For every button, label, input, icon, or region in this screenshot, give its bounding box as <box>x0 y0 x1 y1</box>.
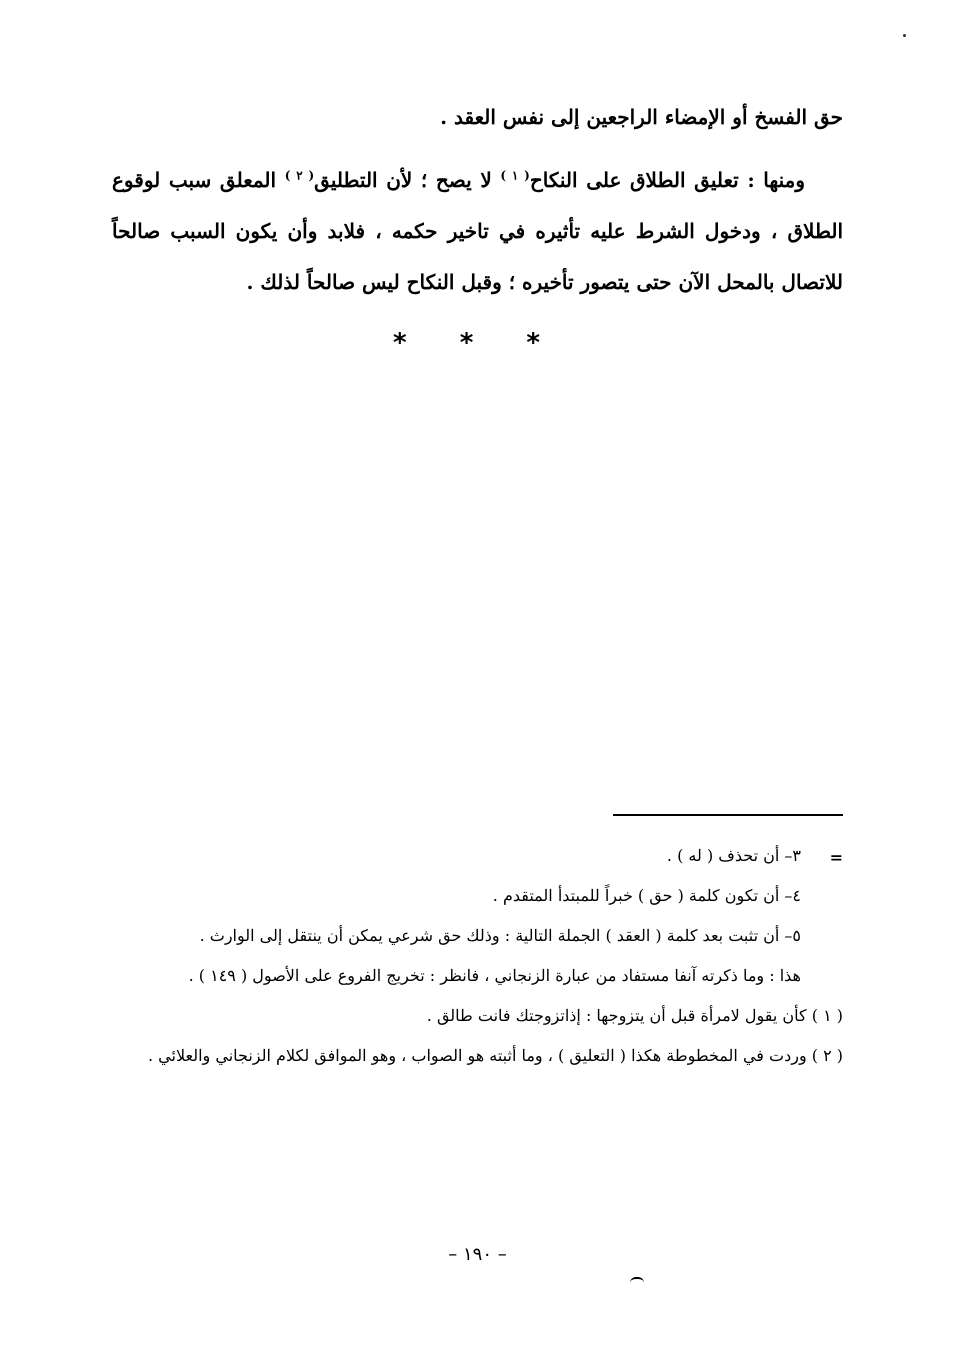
section-separator: * * * <box>393 328 562 358</box>
footnote-divider <box>613 814 843 816</box>
footnote-ref-2: ( ٢ ) <box>284 168 315 183</box>
body-text-b: لا يصح ؛ لأن التطليق <box>314 168 501 192</box>
main-text <box>112 92 843 308</box>
body-text-a: ومنها : تعليق الطلاق على النكاح <box>529 168 806 192</box>
footnote-1: ( ١ ) كأن يقول لامرأة قبل أن يتزوجها : إذاتزوجتك فانت طالق . <box>426 1006 843 1025</box>
body-line-1: حق الفسخ أو الإمضاء الراجعين إلى نفس العقد . <box>440 105 843 129</box>
continuation-mark: = <box>829 848 843 867</box>
footnote-item-5: ٥– أن تثبت بعد كلمة ( العقد ) الجملة التالية : وذلك حق شرعي يمكن أن ينتقل إلى الوارث . <box>199 926 801 945</box>
footnotes <box>108 836 843 1076</box>
footnote-ref-1: ( ١ ) <box>500 168 530 183</box>
page-number: – ١٩٠ – <box>448 1244 507 1265</box>
body-paragraph <box>112 155 843 308</box>
scan-speck <box>903 34 906 37</box>
footnote-2: ( ٢ ) وردت في المخطوطة هكذا ( التعليق ) ، وما أثبته هو الصواب ، وهو الموافق لكلام الزنجاني والعلائي . <box>148 1046 843 1065</box>
footnote-item-3: ٣– أن تحذف ( له ) . <box>666 846 801 865</box>
footnote-item-4: ٤– أن تكون كلمة ( حق ) خبراً للمبتدأ المتقدم . <box>492 886 801 905</box>
continued-footnote <box>108 836 801 996</box>
signature-mark <box>630 1277 644 1285</box>
body-text-c: المعلق سبب لوقوع الطلاق ، ودخول الشرط عليه تأثيره في تاخير حكمه ، فلابد وأن يكون السبب صالحاً للاتصال بالمحل الآن حتى يتصور تأخيره ؛ وقبل النكاح ليس صالحاً لذلك . <box>112 168 843 294</box>
footnote-note: هذا : وما ذكرته آنفا مستفاد من عبارة الزنجاني ، فانظر : تخريج الفروع على الأصول ( ١٤٩ ) . <box>188 966 801 985</box>
